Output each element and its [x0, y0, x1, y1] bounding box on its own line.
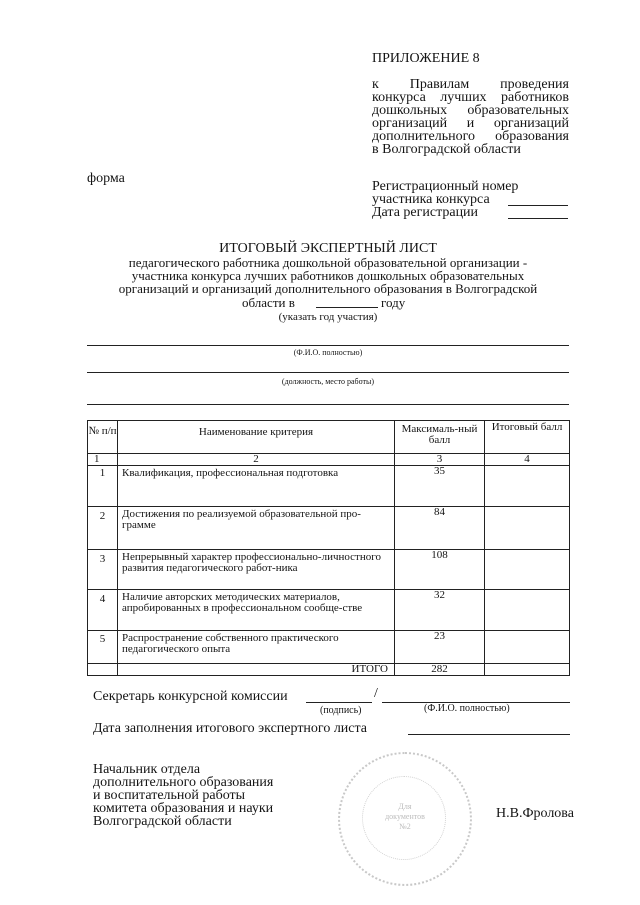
- total-max-score: 282: [395, 664, 485, 676]
- criteria-table: [87, 420, 570, 676]
- year-suffix: году: [381, 295, 406, 310]
- rules-line: к Правилам проведения: [372, 77, 569, 92]
- secretary-label: Секретарь конкурсной комиссии: [93, 689, 288, 704]
- reg-date-line[interactable]: [508, 218, 568, 219]
- official-stamp: [338, 752, 472, 886]
- rules-line: организаций и организаций: [372, 116, 569, 131]
- document-title: ИТОГОВЫЙ ЭКСПЕРТНЫЙ ЛИСТ: [219, 241, 437, 256]
- row-total-cell[interactable]: [485, 631, 570, 664]
- row-num: 5: [88, 631, 118, 664]
- header-criterion: Наименование критерия: [118, 421, 395, 454]
- head-name: Н.В.Фролова: [496, 806, 574, 821]
- row-max-score: 35: [395, 466, 485, 507]
- row-criterion: Непрерывный характер профессионально-личностного развития педагогического работ-ника: [118, 550, 395, 590]
- rules-line: дошкольных образовательных: [372, 103, 569, 118]
- table-row: [88, 631, 570, 664]
- fio-line[interactable]: [87, 345, 569, 346]
- row-criterion: Квалификация, профессиональная подготовка: [118, 466, 395, 507]
- subtitle-line: педагогического работника дошкольной образовательной организации -: [128, 255, 528, 270]
- position-line[interactable]: [87, 372, 569, 373]
- row-total-cell[interactable]: [485, 507, 570, 550]
- row-num: 1: [88, 466, 118, 507]
- row-criterion: Наличие авторских методических материалов, апробированных в профессиональном сообще-стве: [118, 590, 395, 631]
- position-hint: (должность, место работы): [281, 377, 375, 386]
- row-num: 2: [88, 507, 118, 550]
- fill-date-label: Дата заполнения итогового экспертного листа: [93, 721, 368, 736]
- position-line-2[interactable]: [87, 404, 569, 405]
- form-label: форма: [87, 171, 125, 186]
- reg-date-label: Дата регистрации: [372, 205, 479, 220]
- stamp-text: [370, 802, 440, 832]
- year-line[interactable]: [316, 307, 378, 308]
- subtitle-line: организаций и организаций дополнительного образования в Волгоградской: [118, 281, 538, 296]
- head-title-line: комитета образования и науки: [93, 801, 274, 816]
- total-empty-cell: [88, 664, 118, 676]
- secretary-fio-hint: (Ф.И.О. полностью): [424, 703, 510, 714]
- reg-number-label: Регистрационный номер: [372, 179, 519, 194]
- row-total-cell[interactable]: [485, 590, 570, 631]
- table-row: [88, 550, 570, 590]
- col-number: 3: [395, 454, 485, 466]
- year-hint: (указать год участия): [278, 311, 378, 323]
- reg-number-line[interactable]: [508, 205, 568, 206]
- rules-line: в Волгоградской области: [372, 142, 521, 157]
- row-total-cell[interactable]: [485, 466, 570, 507]
- fio-hint: (Ф.И.О. полностью): [293, 348, 363, 357]
- rules-line: дополнительного образования: [372, 129, 569, 144]
- row-num: 4: [88, 590, 118, 631]
- header-total-score: Итоговый балл: [485, 421, 570, 454]
- year-prefix: области в: [242, 295, 295, 310]
- stamp-line: №2: [399, 822, 411, 831]
- department-head-title: [93, 763, 273, 828]
- col-number: 1: [88, 454, 118, 466]
- col-number: 2: [118, 454, 395, 466]
- rules-line: конкурса лучших работников: [372, 90, 569, 105]
- appendix-title: ПРИЛОЖЕНИЕ 8: [372, 51, 480, 66]
- head-title-line: дополнительного образования: [93, 775, 274, 790]
- header-num: № п/п: [88, 421, 118, 454]
- reg-participant-label: участника конкурса: [372, 192, 490, 207]
- table-row: [88, 466, 570, 507]
- col-number: 4: [485, 454, 570, 466]
- stamp-line: Для: [398, 802, 412, 811]
- fill-date-line[interactable]: [408, 734, 570, 735]
- row-max-score: 108: [395, 550, 485, 590]
- header-max-score: Максималь-ный балл: [395, 421, 485, 454]
- head-title-line: Волгоградской области: [93, 814, 232, 829]
- table-row: [88, 507, 570, 550]
- row-max-score: 32: [395, 590, 485, 631]
- slash-separator: /: [374, 686, 378, 701]
- total-label: ИТОГО: [118, 664, 395, 676]
- rules-reference: [372, 78, 569, 156]
- row-num: 3: [88, 550, 118, 590]
- subtitle-line: участника конкурса лучших работников дошкольных образовательных: [131, 268, 525, 283]
- signature-hint: (подпись): [320, 705, 362, 716]
- head-title-line: Начальник отдела: [93, 762, 201, 777]
- stamp-line: документов: [385, 812, 425, 821]
- total-score-cell[interactable]: [485, 664, 570, 676]
- row-total-cell[interactable]: [485, 550, 570, 590]
- table-total-row: [88, 664, 570, 676]
- column-number-row: [88, 454, 570, 466]
- row-criterion: Распространение собственного практического педагогического опыта: [118, 631, 395, 664]
- title-subtitle: [78, 256, 578, 295]
- row-max-score: 23: [395, 631, 485, 664]
- head-title-line: и воспитательной работы: [93, 788, 246, 803]
- table-header-row: [88, 421, 570, 454]
- secretary-signature-line[interactable]: [306, 702, 372, 703]
- row-criterion: Достижения по реализуемой образовательной про-грамме: [118, 507, 395, 550]
- row-max-score: 84: [395, 507, 485, 550]
- table-row: [88, 590, 570, 631]
